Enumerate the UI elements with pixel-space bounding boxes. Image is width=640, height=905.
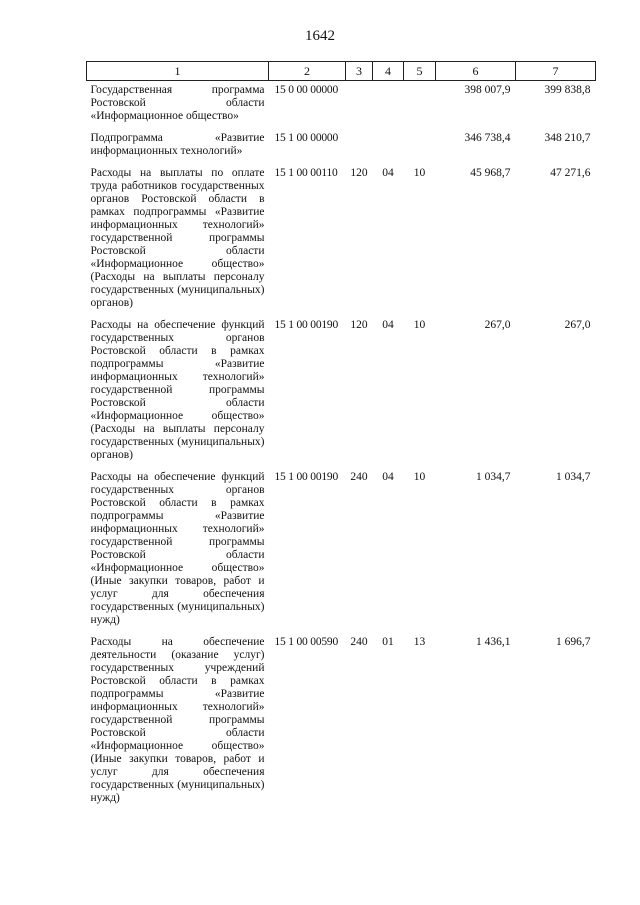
row-pr: [404, 81, 436, 130]
row-sum-2: 267,0: [564, 319, 591, 331]
table-row: [87, 164, 596, 316]
header-col-2: 2: [269, 62, 346, 81]
header-col-5: 5: [404, 62, 436, 81]
row-sum-2: 47 271,6: [550, 167, 591, 179]
row-rz: 04: [382, 319, 394, 331]
table-row: [87, 468, 596, 633]
page-number: 1642: [305, 28, 335, 44]
row-sum-1: 346 738,4: [464, 132, 511, 144]
row-rz: 01: [382, 636, 394, 648]
header-col-7: 7: [516, 62, 596, 81]
table-row: [87, 633, 596, 811]
row-pr: 10: [413, 471, 426, 483]
row-pr: 13: [413, 636, 426, 648]
budget-table: [86, 61, 596, 811]
row-pr: 10: [413, 167, 426, 179]
table-row: [87, 316, 596, 468]
row-vr: [346, 129, 373, 164]
row-name: Расходы на обеспечение функций государственных органов Ростовской области в рамках подпрограммы «Развитие информационных технологий» государственной программы Ростовской области «Информационное общество» (Расходы на выплаты персоналу государственных (муниципальных) органов): [90, 319, 265, 461]
table-body: [87, 81, 596, 812]
table-row: [87, 81, 596, 130]
row-sum-1: 1 034,7: [476, 471, 511, 483]
row-name: Подпрограмма «Развитие информационных технологий»: [90, 132, 265, 157]
row-pr: [404, 129, 436, 164]
row-sum-2: 1 696,7: [556, 636, 591, 648]
row-sum-2: 399 838,8: [544, 84, 591, 96]
row-name: Государственная программа Ростовской области «Информационное общество»: [90, 84, 265, 122]
row-vr: 240: [350, 471, 368, 483]
row-code: 15 1 00 00190: [274, 471, 339, 483]
row-rz: [373, 129, 404, 164]
header-col-6: 6: [436, 62, 516, 81]
row-rz: 04: [382, 167, 394, 179]
row-vr: [346, 81, 373, 130]
row-code: 15 1 00 00110: [274, 167, 338, 179]
row-vr: 120: [350, 167, 368, 179]
row-code: 15 1 00 00190: [274, 319, 339, 331]
table-header: [87, 62, 596, 81]
row-sum-1: 398 007,9: [464, 84, 511, 96]
row-rz: 04: [382, 471, 394, 483]
row-sum-2: 348 210,7: [544, 132, 591, 144]
row-sum-1: 45 968,7: [470, 167, 511, 179]
row-sum-2: 1 034,7: [556, 471, 591, 483]
header-col-3: 3: [346, 62, 373, 81]
header-row: [87, 62, 596, 81]
row-name: Расходы на обеспечение деятельности (оказание услуг) государственных учреждений Ростовской области в рамках подпрограммы «Развитие информационных технологий» государственной программы Ростовской области «Информационное общество» (Иные закупки товаров, работ и услуг для обеспечения государственных (муниципальных) нужд): [90, 636, 265, 804]
header-col-4: 4: [373, 62, 404, 81]
row-name: Расходы на выплаты по оплате труда работников государственных органов Ростовской области в рамках подпрограммы «Развитие информационных технологий» государственной программы Ростовской области «Информационное общество» (Расходы на выплаты персоналу государственных (муниципальных) органов): [90, 167, 265, 309]
row-code: 15 1 00 00000: [274, 132, 339, 144]
row-sum-1: 267,0: [484, 319, 511, 331]
row-code: 15 1 00 00590: [274, 636, 339, 648]
row-pr: 10: [413, 319, 426, 331]
row-rz: [373, 81, 404, 130]
row-name: Расходы на обеспечение функций государственных органов Ростовской области в рамках подпрограммы «Развитие информационных технологий» государственной программы Ростовской области «Информационное общество» (Иные закупки товаров, работ и услуг для обеспечения государственных (муниципальных) нужд): [90, 471, 265, 626]
header-col-1: 1: [87, 62, 269, 81]
row-vr: 240: [350, 636, 368, 648]
row-code: 15 0 00 00000: [274, 84, 339, 96]
row-vr: 120: [350, 319, 368, 331]
row-sum-1: 1 436,1: [476, 636, 511, 648]
table-row: [87, 129, 596, 164]
